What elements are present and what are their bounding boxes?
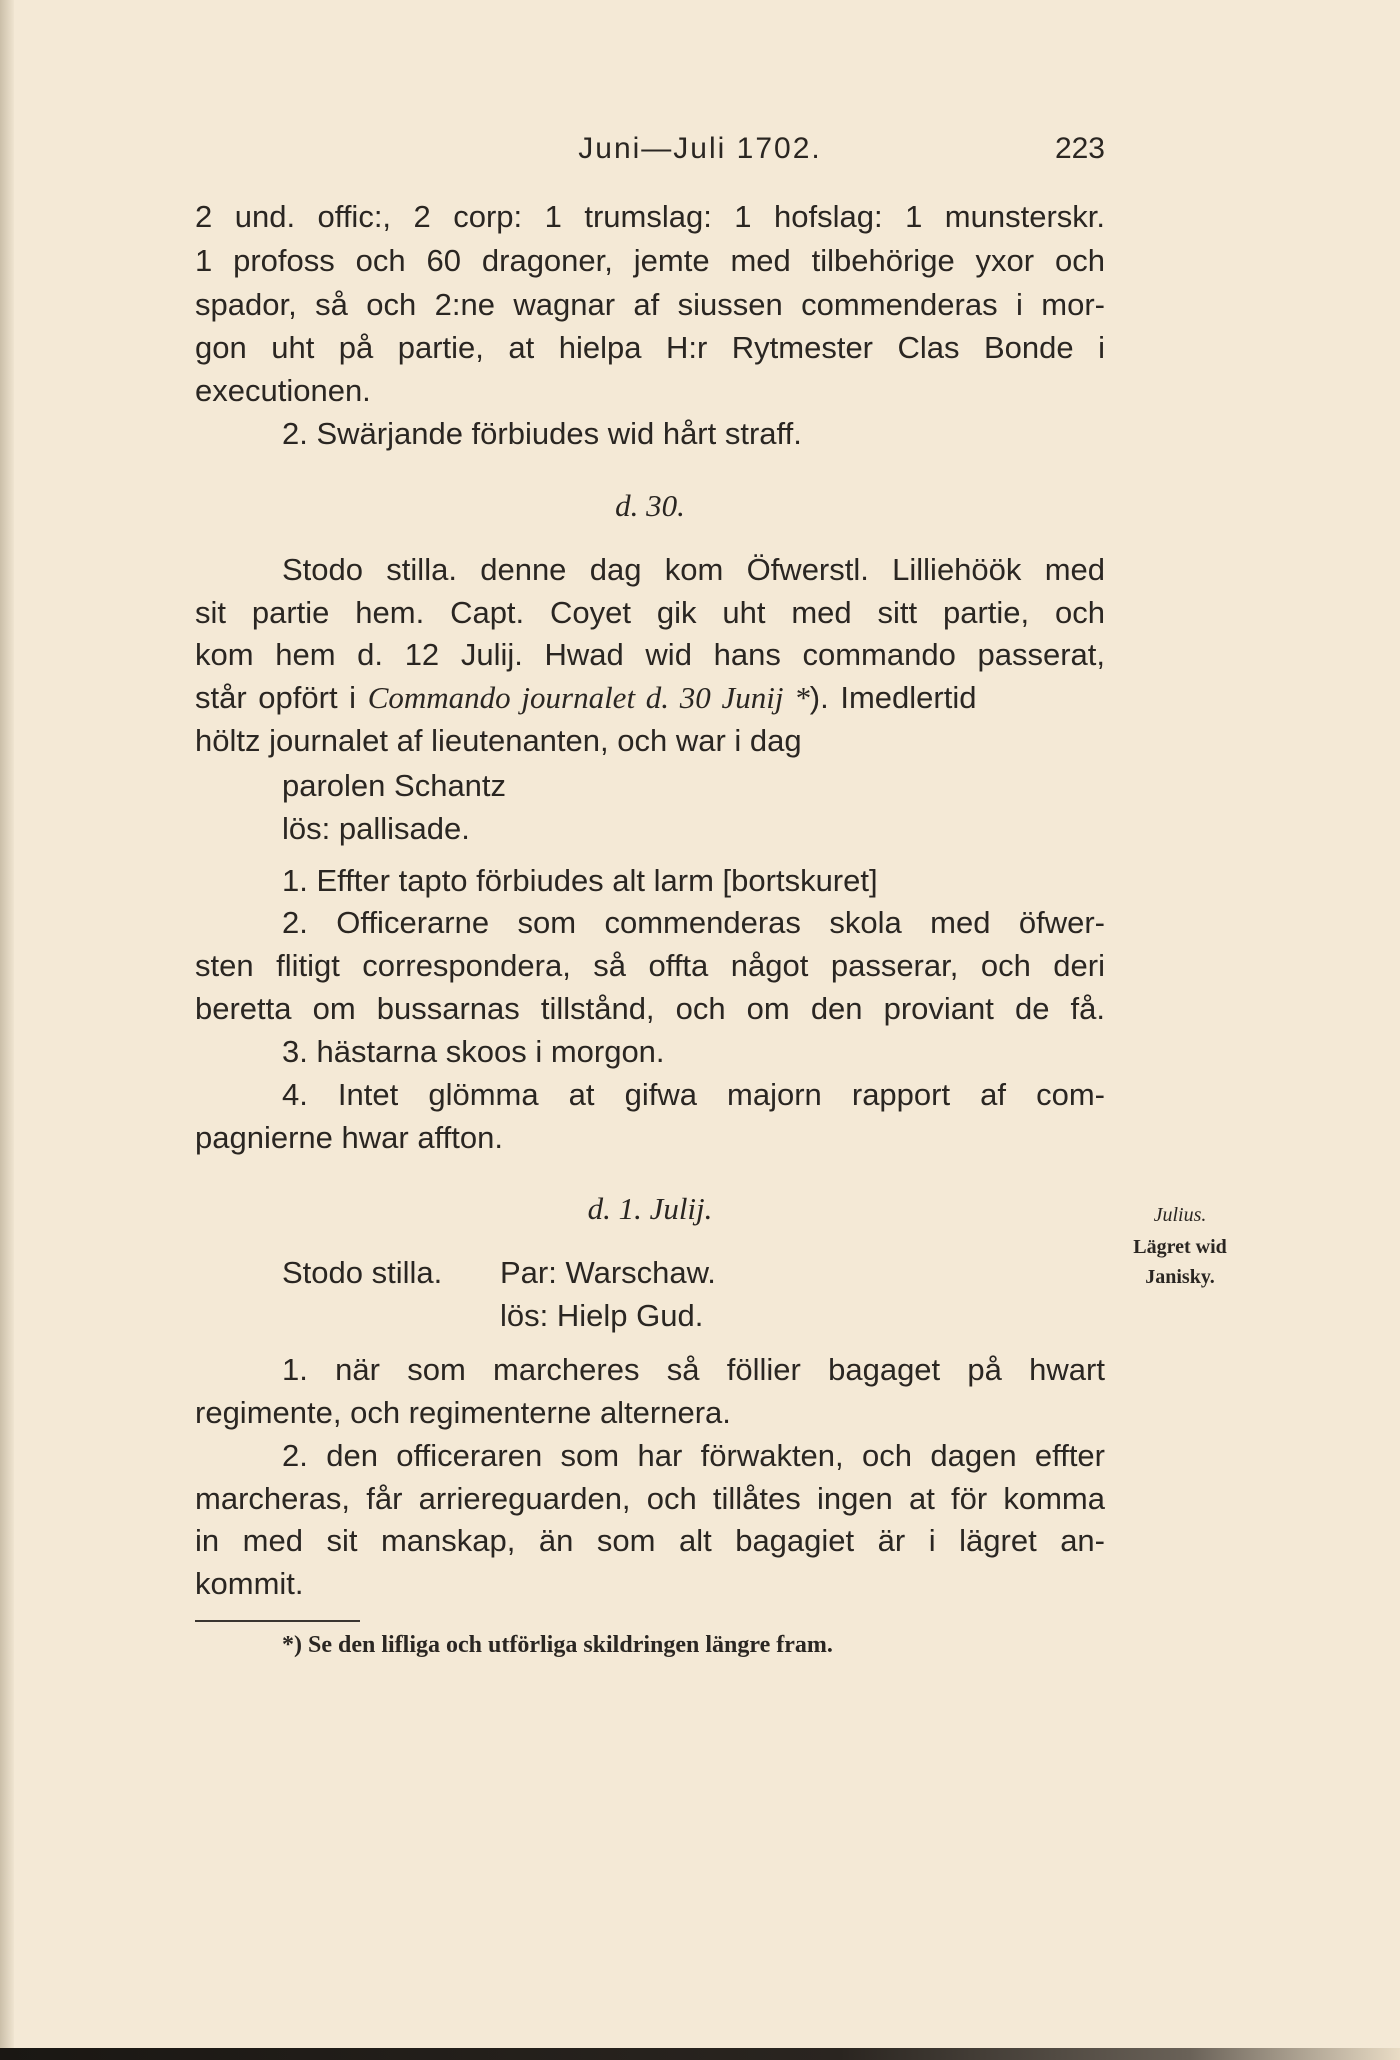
text-line: 1 profoss och 60 dragoner, jemte med tilbehörige yxor och xyxy=(195,243,1105,278)
order-item: 2. den officeraren som har förwakten, och dagen effter xyxy=(282,1438,1105,1473)
text-line: Stodo stilla. xyxy=(282,1255,443,1290)
text-line xyxy=(195,677,1105,719)
margin-note-place: Lägret wid xyxy=(1133,1236,1227,1258)
order-item: 1. Effter tapto förbiudes alt larm [bortskuret] xyxy=(282,863,878,898)
margin-note-month: Julius. xyxy=(1153,1204,1207,1226)
text-line: kom hem d. 12 Julij. Hwad wid hans commando passerat, xyxy=(195,637,1105,672)
text-line: pagnierne hwar affton. xyxy=(195,1120,503,1155)
page-spine-shadow xyxy=(0,0,14,2060)
date-heading: d. 1. Julij. xyxy=(587,1191,713,1226)
date-heading: d. 30. xyxy=(615,488,685,523)
page-number: 223 xyxy=(1054,132,1105,165)
order-item: 3. hästarna skoos i morgon. xyxy=(282,1034,665,1069)
text-line: sit partie hem. Capt. Coyet gik uht med sitt partie, och xyxy=(195,595,1105,630)
order-item: 4. Intet glömma at gifwa majorn rapport af com- xyxy=(282,1077,1105,1112)
parole: Par: Warschaw. xyxy=(500,1255,716,1290)
text-line: 2. Swärjande förbiudes wid hårt straff. xyxy=(282,416,802,451)
text-line: höltz journalet af lieutenanten, och war i dag xyxy=(195,723,802,758)
order-item: 2. Officerarne som commenderas skola med öfwer- xyxy=(282,905,1105,940)
text-segment: ). Imedlertid xyxy=(809,680,977,715)
text-line: beretta om bussarnas tillstånd, och om den proviant de få. xyxy=(195,991,1105,1026)
footnote: *) Se den lifliga och utförliga skildringen längre fram. xyxy=(282,1632,833,1658)
text-line: kommit. xyxy=(195,1566,304,1601)
text-line: 2 und. offic:, 2 corp: 1 trumslag: 1 hofslag: 1 munsterskr. xyxy=(195,199,1105,234)
journal-reference: Commando journalet d. 30 Junij * xyxy=(367,680,810,715)
running-header: Juni—Juli 1702. xyxy=(578,132,822,165)
text-line: executionen. xyxy=(195,373,371,408)
scan-edge-shadow xyxy=(0,2048,1400,2060)
parole: parolen Schantz xyxy=(282,768,507,803)
text-line: spador, så och 2:ne wagnar af siussen commenderas i mor- xyxy=(195,287,1105,322)
text-segment: står opfört i xyxy=(195,680,368,715)
text-line: sten flitigt correspondera, så offta något passerar, och deri xyxy=(195,948,1105,983)
text-line: gon uht på partie, at hielpa H:r Rytmester Clas Bonde i xyxy=(195,330,1105,365)
footnote-divider xyxy=(195,1620,360,1622)
margin-note-place: Janisky. xyxy=(1145,1266,1215,1288)
text-line: in med sit manskap, än som alt bagagiet är i lägret an- xyxy=(195,1523,1105,1558)
text-line: regimente, och regimenterne alternera. xyxy=(195,1395,731,1430)
password: lös: pallisade. xyxy=(282,811,470,846)
password: lös: Hielp Gud. xyxy=(500,1298,704,1333)
text-line: marcheras, får arriereguarden, och tillåtes ingen at för komma xyxy=(195,1481,1105,1516)
text-line: Stodo stilla. denne dag kom Öfwerstl. Lilliehöök med xyxy=(282,552,1105,587)
order-item: 1. när som marcheres så föllier bagaget på hwart xyxy=(282,1352,1105,1387)
